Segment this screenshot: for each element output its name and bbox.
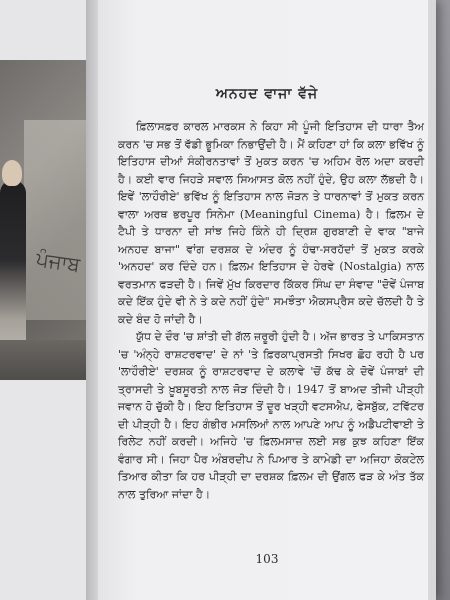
photo-wall — [24, 120, 86, 320]
photograph — [0, 60, 86, 380]
photo-graffiti-text: ਪੰਜਾਬ — [34, 246, 82, 277]
body-text — [118, 118, 424, 503]
paragraph-1: ਫ਼ਿਲਾਸਫ਼ਰ ਕਾਰਲ ਮਾਰਕਸ ਨੇ ਕਿਹਾ ਸੀ ਪੂੰਜੀ ਇਤਿਹਾਸ ਦੀ ਧਾਰਾ ਤੈਅ ਕਰਨ 'ਚ ਸਭ ਤੋਂ ਵੱਡੀ ਭੂਮਿਕਾ ਨਿਭਾਉਂਦੀ ਹੈ। ਮੈਂ ਕਹਿਣਾ ਹਾਂ ਕਿ ਕਲਾ ਭਵਿੱਖ ਨੂੰ ਇਤਿਹਾਸ ਦੀਆਂ ਸੰਕੀਰਨਤਾਵਾਂ ਤੋਂ ਮੁਕਤ ਕਰਨ 'ਚ ਅਹਿਮ ਰੋਲ ਅਦਾ ਕਰਦੀ ਹੈ। ਕਈ ਵਾਰ ਜਿਹੜੇ ਸਵਾਲ ਸਿਆਸਤ ਕੋਲ ਨਹੀਂ ਹੁੰਦੇ, ਉਹ ਕਲਾ ਲੱਭਦੀ ਹੈ। ਇਵੇਂ 'ਲਾਹੌਰੀਏ' ਭਵਿੱਖ ਨੂੰ ਇਤਿਹਾਸ ਨਾਲ ਜੋੜਨ ਤੇ ਧਾਰਨਾਵਾਂ ਤੋਂ ਮੁਕਤ ਕਰਨ ਵਾਲਾ ਅਰਥ ਭਰਪੂਰ ਸਿਨੇਮਾ (Meaningful Cinema) ਹੈ। ਫ਼ਿਲਮ ਦੇ ਟੈਪੀ ਤੇ ਧਾਰਨਾ ਦੀ ਸਾਂਝ ਜਿਹੇ ਕਿੰਨੇ ਹੀ ਦ੍ਰਿਸ਼ ਗੁਰਬਾਣੀ ਦੇ ਵਾਕ "ਬਾਜੇ ਅਨਹਦ ਬਾਜਾ" ਵਾਂਗ ਦਰਸ਼ਕ ਦੇ ਅੰਦਰ ਨੂੰ ਹੰਢਾ-ਸਰਹੱਦਾਂ ਤੋਂ ਮੁਕਤ ਕਰਕੇ 'ਅਨਹਦ' ਕਰ ਦਿੰਦੇ ਹਨ। ਫ਼ਿਲਮ ਇਤਿਹਾਸ ਦੇ ਹੇਰਵੇ (Nostalgia) ਨਾਲ ਵਰਤਮਾਨ ਫੜਦੀ ਹੈ। ਜਿਵੇਂ ਮੁੱਖ ਕਿਰਦਾਰ ਕਿੱਕਰ ਸਿੰਘ ਦਾ ਸੰਵਾਦ "ਦੋਵੇਂ ਪੰਜਾਬ ਕਦੇ ਇੱਕ ਹੁੰਦੇ ਵੀ ਨੇ ਤੇ ਕਦੇ ਨਹੀਂ ਹੁੰਦੇ" ਸਮਝੌਤਾ ਐਕਸਪ੍ਰੈਸ ਕਦੇ ਚੱਲਦੀ ਹੈ ਤੇ ਕਦੇ ਬੰਦ ਹੋ ਜਾਂਦੀ ਹੈ। — [118, 120, 424, 326]
paragraph-2: ਯੁੱਧ ਦੇ ਦੌਰ 'ਚ ਸ਼ਾਂਤੀ ਦੀ ਗੱਲ ਜ਼ਰੂਰੀ ਹੁੰਦੀ ਹੈ। ਅੱਜ ਭਾਰਤ ਤੇ ਪਾਕਿਸਤਾਨ 'ਚ 'ਅੰਨ੍ਹੇ ਰਾਸ਼ਟਰਵਾਦ' ਦੇ ਨਾਂ 'ਤੇ ਫ਼ਿਰਕਾਪ੍ਰਸਤੀ ਸਿਖਰ ਛੋਹ ਰਹੀ ਹੈ ਪਰ 'ਲਾਹੌਰੀਏ' ਦਰਸ਼ਕ ਨੂੰ ਰਾਸ਼ਟਰਵਾਦ ਦੇ ਕਲਾਵੇ 'ਚੋਂ ਕੱਢ ਕੇ ਦੋਵੇਂ ਪੰਜਾਬਾਂ ਦੀ ਤ੍ਰਾਸਦੀ ਤੇ ਖ਼ੂਬਸੂਰਤੀ ਨਾਲ ਜੋੜ ਦਿੰਦੀ ਹੈ। 1947 ਤੋਂ ਬਾਅਦ ਤੀਜੀ ਪੀੜ੍ਹੀ ਜਵਾਨ ਹੋ ਚੁੱਕੀ ਹੈ। ਇਹ ਇਤਿਹਾਸ ਤੋਂ ਦੂਰ ਖੜ੍ਹੀ ਵਟਸਐਪ, ਫੇਸਬੁੱਕ, ਟਵਿੱਟਰ ਦੀ ਪੀੜ੍ਹੀ ਹੈ। ਇਹ ਗੰਭੀਰ ਮਸਲਿਆਂ ਨਾਲ ਆਪਣੇ ਆਪ ਨੂੰ ਅਡੈਪਟੀਵਾਈ ਤੇ ਰਿਲੇਟ ਨਹੀਂ ਕਰਦੀ। ਅਜਿਹੇ 'ਚ ਫ਼ਿਲਮਸਾਜ਼ ਲਈ ਸਭ ਕੁਝ ਕਹਿਣਾ ਇੱਕ ਵੰਗਾਰ ਸੀ। ਜਿਹਾ ਪੈਰ ਅੰਬਰਦੀਪ ਨੇ ਪਿਆਰ ਤੇ ਕਾਮੇਡੀ ਦਾ ਅਜਿਹਾ ਕੋਕਟੇਲ ਤਿਆਰ ਕੀਤਾ ਕਿ ਹਰ ਪੀੜ੍ਹੀ ਦਾ ਦਰਸ਼ਕ ਫ਼ਿਲਮ ਦੀ ਉਂਗਲ ਫੜ ਕੇ ਅੰਤ ਤੱਕ ਨਾਲ ਤੁਰਿਆ ਜਾਂਦਾ ਹੈ। — [118, 330, 424, 501]
right-page — [98, 0, 436, 600]
left-page — [0, 0, 90, 600]
page-number: 103 — [255, 552, 279, 566]
photo-ground — [0, 340, 86, 380]
page-fore-edge — [428, 0, 436, 600]
chapter-title: ਅਨਹਦ ਵਾਜਾ ਵੱਜੇ — [215, 86, 319, 102]
photo-figure-head — [2, 160, 22, 186]
